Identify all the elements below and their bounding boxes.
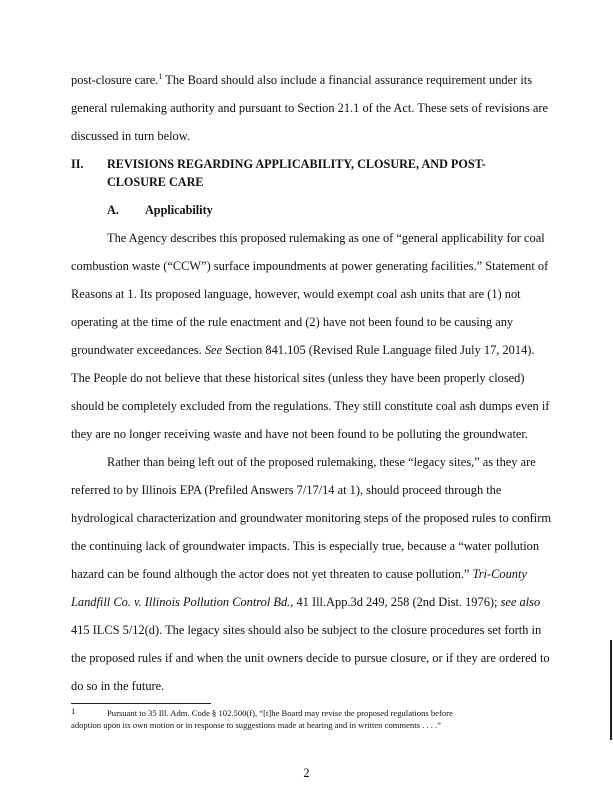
para2-line-6: Landfill Co. v. Illinois Pollution Control Bd., 41 Ill.App.3d 249, 258 (2nd Dist. 1976); see also <box>71 595 541 609</box>
para2-line-9: do so in the future. <box>71 679 165 693</box>
body-line-2: general rulemaking authority and pursuant to Section 21.1 of the Act. These sets of revisions are <box>71 101 549 115</box>
para2-line-4: the continuing lack of groundwater impacts. This is especially true, because a “water pollution <box>71 539 540 553</box>
para1-line-5: groundwater exceedances. See Section 841.105 (Revised Rule Language filed July 17, 2014). <box>71 343 535 357</box>
footnote-divider <box>71 703 211 704</box>
footnote-ref[interactable]: 1 <box>158 71 163 81</box>
para1-line-1: The Agency describes this proposed rulemaking as one of “general applicability for coal <box>107 231 545 245</box>
para2-line-5: hazard can be found although the actor does not yet threaten to cause pollution.” Tri-County <box>71 567 527 581</box>
footnote-marker: 1 <box>71 706 76 716</box>
para2-line-2: referred to by Illinois EPA (Prefiled Answers 7/17/14 at 1), should proceed through the <box>71 483 502 497</box>
section-title-line-1: REVISIONS REGARDING APPLICABILITY, CLOSURE, AND POST- <box>107 157 486 171</box>
subsection-letter: A. <box>107 203 119 217</box>
body-line-1: post-closure care.$^1$ The Board should also include a financial assurance requirement under its <box>71 71 533 87</box>
scan-edge-mark <box>610 640 612 740</box>
subsection-title: Applicability <box>145 203 213 217</box>
para1-line-7: should be completely excluded from the regulations. They still constitute coal ash dumps even if <box>71 399 550 413</box>
para2-line-1: Rather than being left out of the proposed rulemaking, these “legacy sites,” as they are <box>107 455 536 469</box>
body-line-3: discussed in turn below. <box>71 129 190 143</box>
para2-line-3: hydrological characterization and groundwater monitoring steps of the proposed rules to confirm <box>71 511 551 525</box>
footnote-line-2: adoption upon its own motion or in response to suggestions made at hearing and in written comments . . . .” <box>71 720 441 730</box>
footnote-line-1: Pursuant to 35 Ill. Adm. Code § 102.500(f), “[t]he Board may revise the proposed regulations before <box>107 708 453 718</box>
para1-line-3: Reasons at 1. Its proposed language, however, would exempt coal ash units that are (1) not <box>71 287 521 301</box>
para2-line-7: 415 ILCS 5/12(d). The legacy sites should also be subject to the closure procedures set forth in <box>71 623 542 637</box>
para1-line-4: operating at the time of the rule enactment and (2) have not been found to be causing any <box>71 315 514 329</box>
section-title-line-2: CLOSURE CARE <box>107 175 204 189</box>
para1-line-2: combustion waste (“CCW”) surface impoundments at power generating facilities.” Statement of <box>71 259 549 273</box>
para2-line-8: the proposed rules if and when the unit owners decide to pursue closure, or if they are ordered to <box>71 651 550 665</box>
page-number: 2 <box>303 766 310 780</box>
section-number: II. <box>71 157 84 171</box>
para1-line-6: The People do not believe that these historical sites (unless they have been properly closed) <box>71 371 525 385</box>
para1-line-8: they are no longer receiving waste and have not been found to be polluting the groundwater. <box>71 427 528 441</box>
